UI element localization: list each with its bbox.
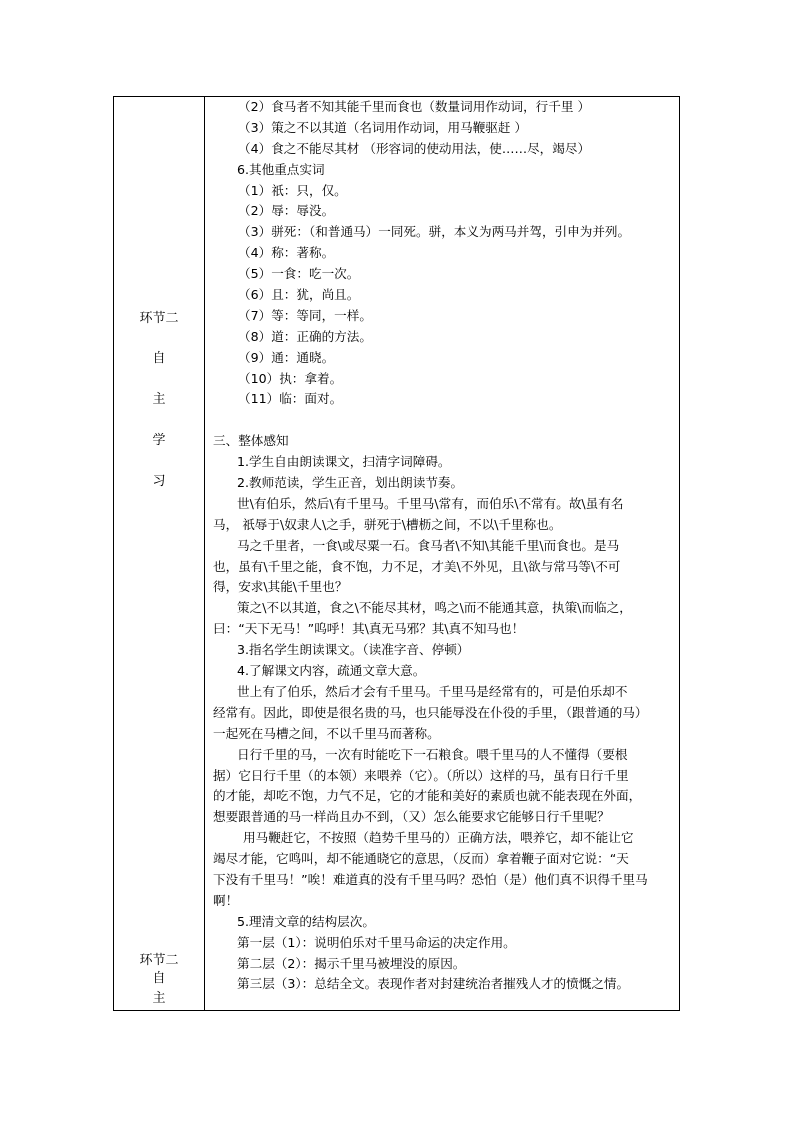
stage-char: 主 <box>152 392 166 407</box>
stage-char: 自 <box>152 971 166 986</box>
content-line: （2）辱：辱没。 <box>238 203 335 219</box>
content-line: 策之\不以其道，食之\不能尽其材，鸣之\而不能通其意，执策\而临之， <box>237 600 632 616</box>
content-line: （2）食马者不知其能千里而食也（数量词用作动词，行千里 ） <box>238 99 591 114</box>
content-line: （3）骈死：（和普通马）一同死。骈，本义为两马并驾，引申为并列。 <box>238 224 631 240</box>
stage-label-column <box>114 97 204 1010</box>
content-line: 日行千里的马，一次有时能吃下一石粮食。喂千里马的人不懂得（要根 <box>237 746 628 762</box>
column-divider <box>204 97 205 1010</box>
content-line: 第三层（3）：总结全文。表现作者对封建统治者摧残人才的愤慨之情。 <box>237 976 630 992</box>
content-line: 也，虽有\千里之能，食不饱，力不足，才美\不外见，且\欲与常马等\不可 <box>213 558 621 574</box>
lesson-content <box>213 97 679 995</box>
stage-char: 自 <box>152 351 166 366</box>
content-line: （7）等：等同，一样。 <box>238 307 372 323</box>
content-line: （1）祇：只，仅。 <box>238 182 347 198</box>
stage-char: 学 <box>152 433 166 448</box>
content-line: 竭尽才能，它鸣叫，却不能通晓它的意思，（反而）拿着鞭子面对它说：“天 <box>213 851 629 867</box>
content-line: （4）称：著称。 <box>238 245 335 261</box>
lesson-table <box>113 96 680 1011</box>
content-line: 第一层（1）：说明伯乐对千里马命运的决定作用。 <box>237 934 516 950</box>
content-line: 用马鞭赶它，不按照（趋势千里马的）正确方法，喂养它，却不能让它 <box>243 830 634 846</box>
content-line: 马之千里者，一食\或尽粟一石。食马者\不知\其能千里\而食也。是马 <box>237 537 620 553</box>
content-line: 三、整体感知 <box>213 433 289 449</box>
content-line: （11）临：面对。 <box>238 391 343 407</box>
content-line: （9）通：通晓。 <box>238 349 335 365</box>
content-line: 曰：“天下无马！”呜呼！其\真无马邪？其\真不知马也！ <box>213 621 525 637</box>
stage-label-bottom: 环节二 <box>139 953 179 968</box>
content-line: 4.了解课文内容，疏通文章大意。 <box>237 663 426 679</box>
content-line: 下没有千里马！”唉！难道真的没有千里马吗？恐怕（是）他们真不识得千里马 <box>213 871 648 887</box>
content-line: 马， 祇辱于\奴隶人\之手，骈死于\槽枥之间，不以\千里称也。 <box>213 516 562 532</box>
content-line: 啊！ <box>213 892 239 908</box>
content-line: 6.其他重点实词 <box>237 161 325 177</box>
content-line: 第二层（2）：揭示千里马被埋没的原因。 <box>237 955 466 971</box>
content-line: 1.学生自由朗读课文，扫清字词障碍。 <box>237 454 451 470</box>
content-line: 5.理清文章的结构层次。 <box>237 913 375 929</box>
content-line: （4）食之不能尽其材 （形容词的使动用法，使……尽，竭尽） <box>238 140 591 156</box>
blank-line <box>213 410 679 431</box>
content-line: （8）道：正确的方法。 <box>238 328 372 344</box>
content-line: （5）一食：吃一次。 <box>238 266 360 282</box>
content-line: 据）它日行千里（的本领）来喂养（它）。（所以）这样的马，虽有日行千里 <box>213 767 629 783</box>
content-line: 想要跟普通的马一样尚且办不到，（又）怎么能要求它能够日行千里呢？ <box>213 809 610 825</box>
content-line: 3.指名学生朗读课文。（读准字音、停顿） <box>237 642 470 658</box>
stage-char: 主 <box>152 991 166 1006</box>
content-line: （6）且：犹，尚且。 <box>238 287 360 303</box>
content-line: 的才能，却吃不饱，力气不足，它的才能和美好的素质也就不能表现在外面， <box>213 788 642 804</box>
stage-label-top: 环节二 <box>139 311 179 326</box>
content-line: 经常有。因此，即使是很名贵的马，也只能辱没在仆役的手里，（跟普通的马） <box>213 704 648 720</box>
content-line: 得，安求\其能\千里也？ <box>213 579 348 595</box>
content-line: （10）执：拿着。 <box>238 370 343 386</box>
content-line: 一起死在马槽之间，不以千里马而著称。 <box>213 725 440 741</box>
content-line: 世\有伯乐，然后\有千里马。千里马\常有，而伯乐\不常有。故\虽有名 <box>237 495 624 511</box>
content-line: （3）策之不以其道（名词用作动词，用马鞭驱赶 ） <box>238 119 528 135</box>
content-line: 世上有了伯乐，然后才会有千里马。千里马是经常有的，可是伯乐却不 <box>237 683 628 699</box>
content-line: 2.教师范读，学生正音，划出朗读节奏。 <box>237 475 464 491</box>
stage-char: 习 <box>152 474 166 489</box>
